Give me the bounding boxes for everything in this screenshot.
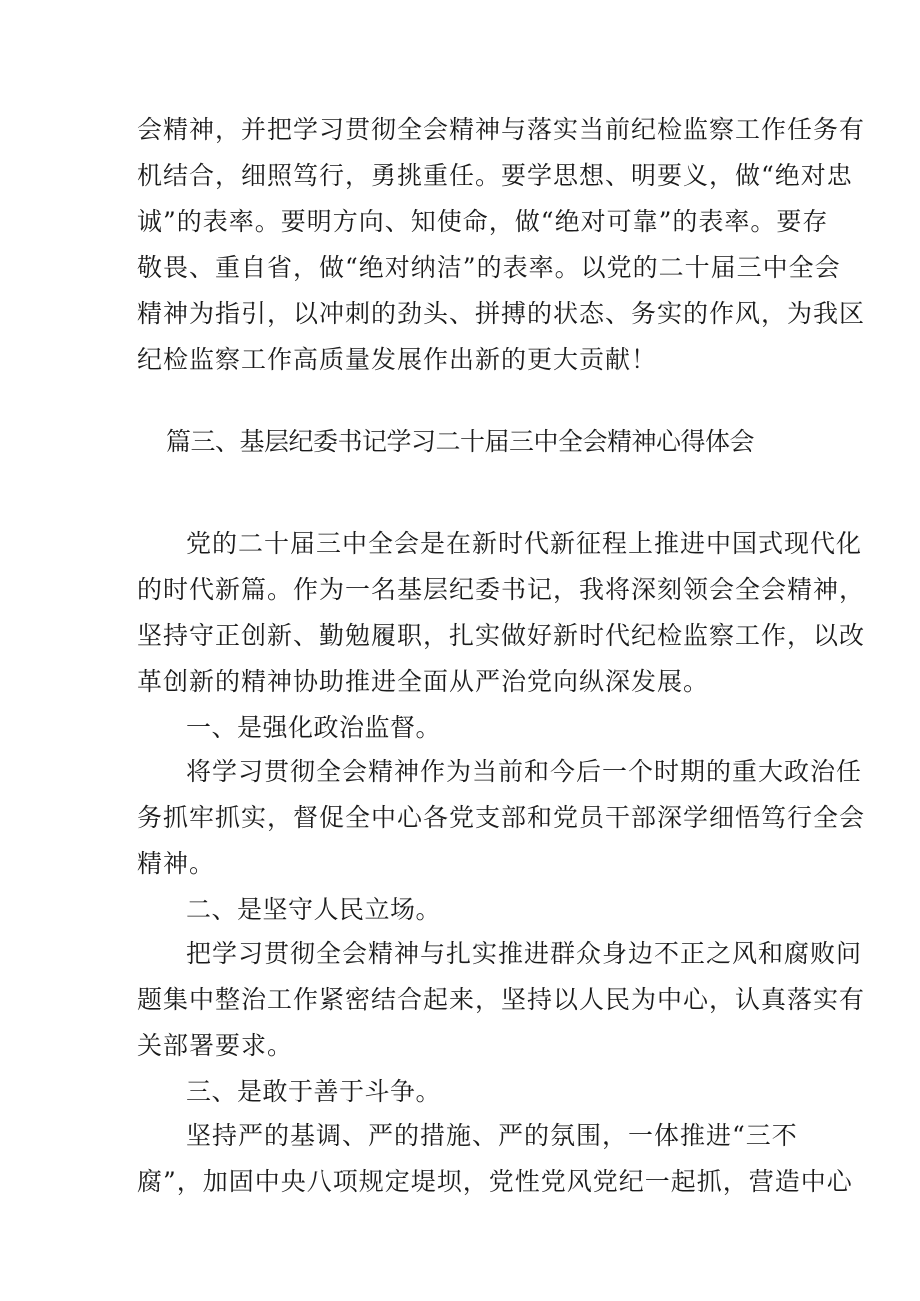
paragraph-line: 坚持守正创新、勤勉履职，扎实做好新时代纪检监察工作，以改 (137, 621, 866, 650)
section-title: 篇三、基层纪委书记学习二十届三中全会精神心得体会 (165, 427, 754, 456)
paragraph-line: 党的二十届三中全会是在新时代新征程上推进中国式现代化 (186, 529, 863, 558)
paragraph-line: 关部署要求。 (137, 1031, 294, 1060)
paragraph-line: 将学习贯彻全会精神作为当前和今后一个时期的重大政治任 (186, 757, 863, 786)
paragraph-line: 敬畏、重自省，做“绝对纳洁”的表率。以党的二十届三中全会 (137, 253, 841, 282)
paragraph-line: 题集中整治工作紧密结合起来，坚持以人民为中心，认真落实有 (137, 985, 866, 1014)
paragraph-line: 机结合，细照笃行，勇挑重任。要学思想、明要义，做“绝对忠 (137, 161, 853, 190)
point-heading: 一、是强化政治监督。 (186, 713, 442, 742)
paragraph-line: 精神。 (137, 849, 216, 878)
paragraph-line: 务抓牢抓实，督促全中心各党支部和党员干部深学细悟笃行全会 (137, 803, 866, 832)
paragraph-line: 坚持严的基调、严的措施、严的氛围，一体推进“三不 (186, 1121, 798, 1150)
paragraph-line: 会精神，并把学习贯彻全会精神与落实当前纪检监察工作任务有 (137, 115, 866, 144)
paragraph-line: 精神为指引，以冲刺的劲头、拼搏的状态、务实的作风，为我区 (137, 299, 866, 328)
paragraph-line: 腐”，加固中央八项规定堤坝，党性党风党纪一起抓，营造中心 (137, 1167, 853, 1196)
paragraph-line: 把学习贯彻全会精神与扎实推进群众身边不正之风和腐败问 (186, 939, 863, 968)
paragraph-line: 革创新的精神协助推进全面从严治党向纵深发展。 (137, 667, 710, 696)
paragraph-line: 诚”的表率。要明方向、知使命，做“绝对可靠”的表率。要存 (137, 207, 829, 236)
point-heading: 二、是坚守人民立场。 (186, 895, 442, 924)
paragraph-line: 的时代新篇。作为一名基层纪委书记，我将深刻领会全会精神， (137, 575, 866, 604)
point-heading: 三、是敢于善于斗争。 (186, 1077, 442, 1106)
paragraph-line: 纪检监察工作高质量发展作出新的更大贡献！ (137, 345, 658, 374)
